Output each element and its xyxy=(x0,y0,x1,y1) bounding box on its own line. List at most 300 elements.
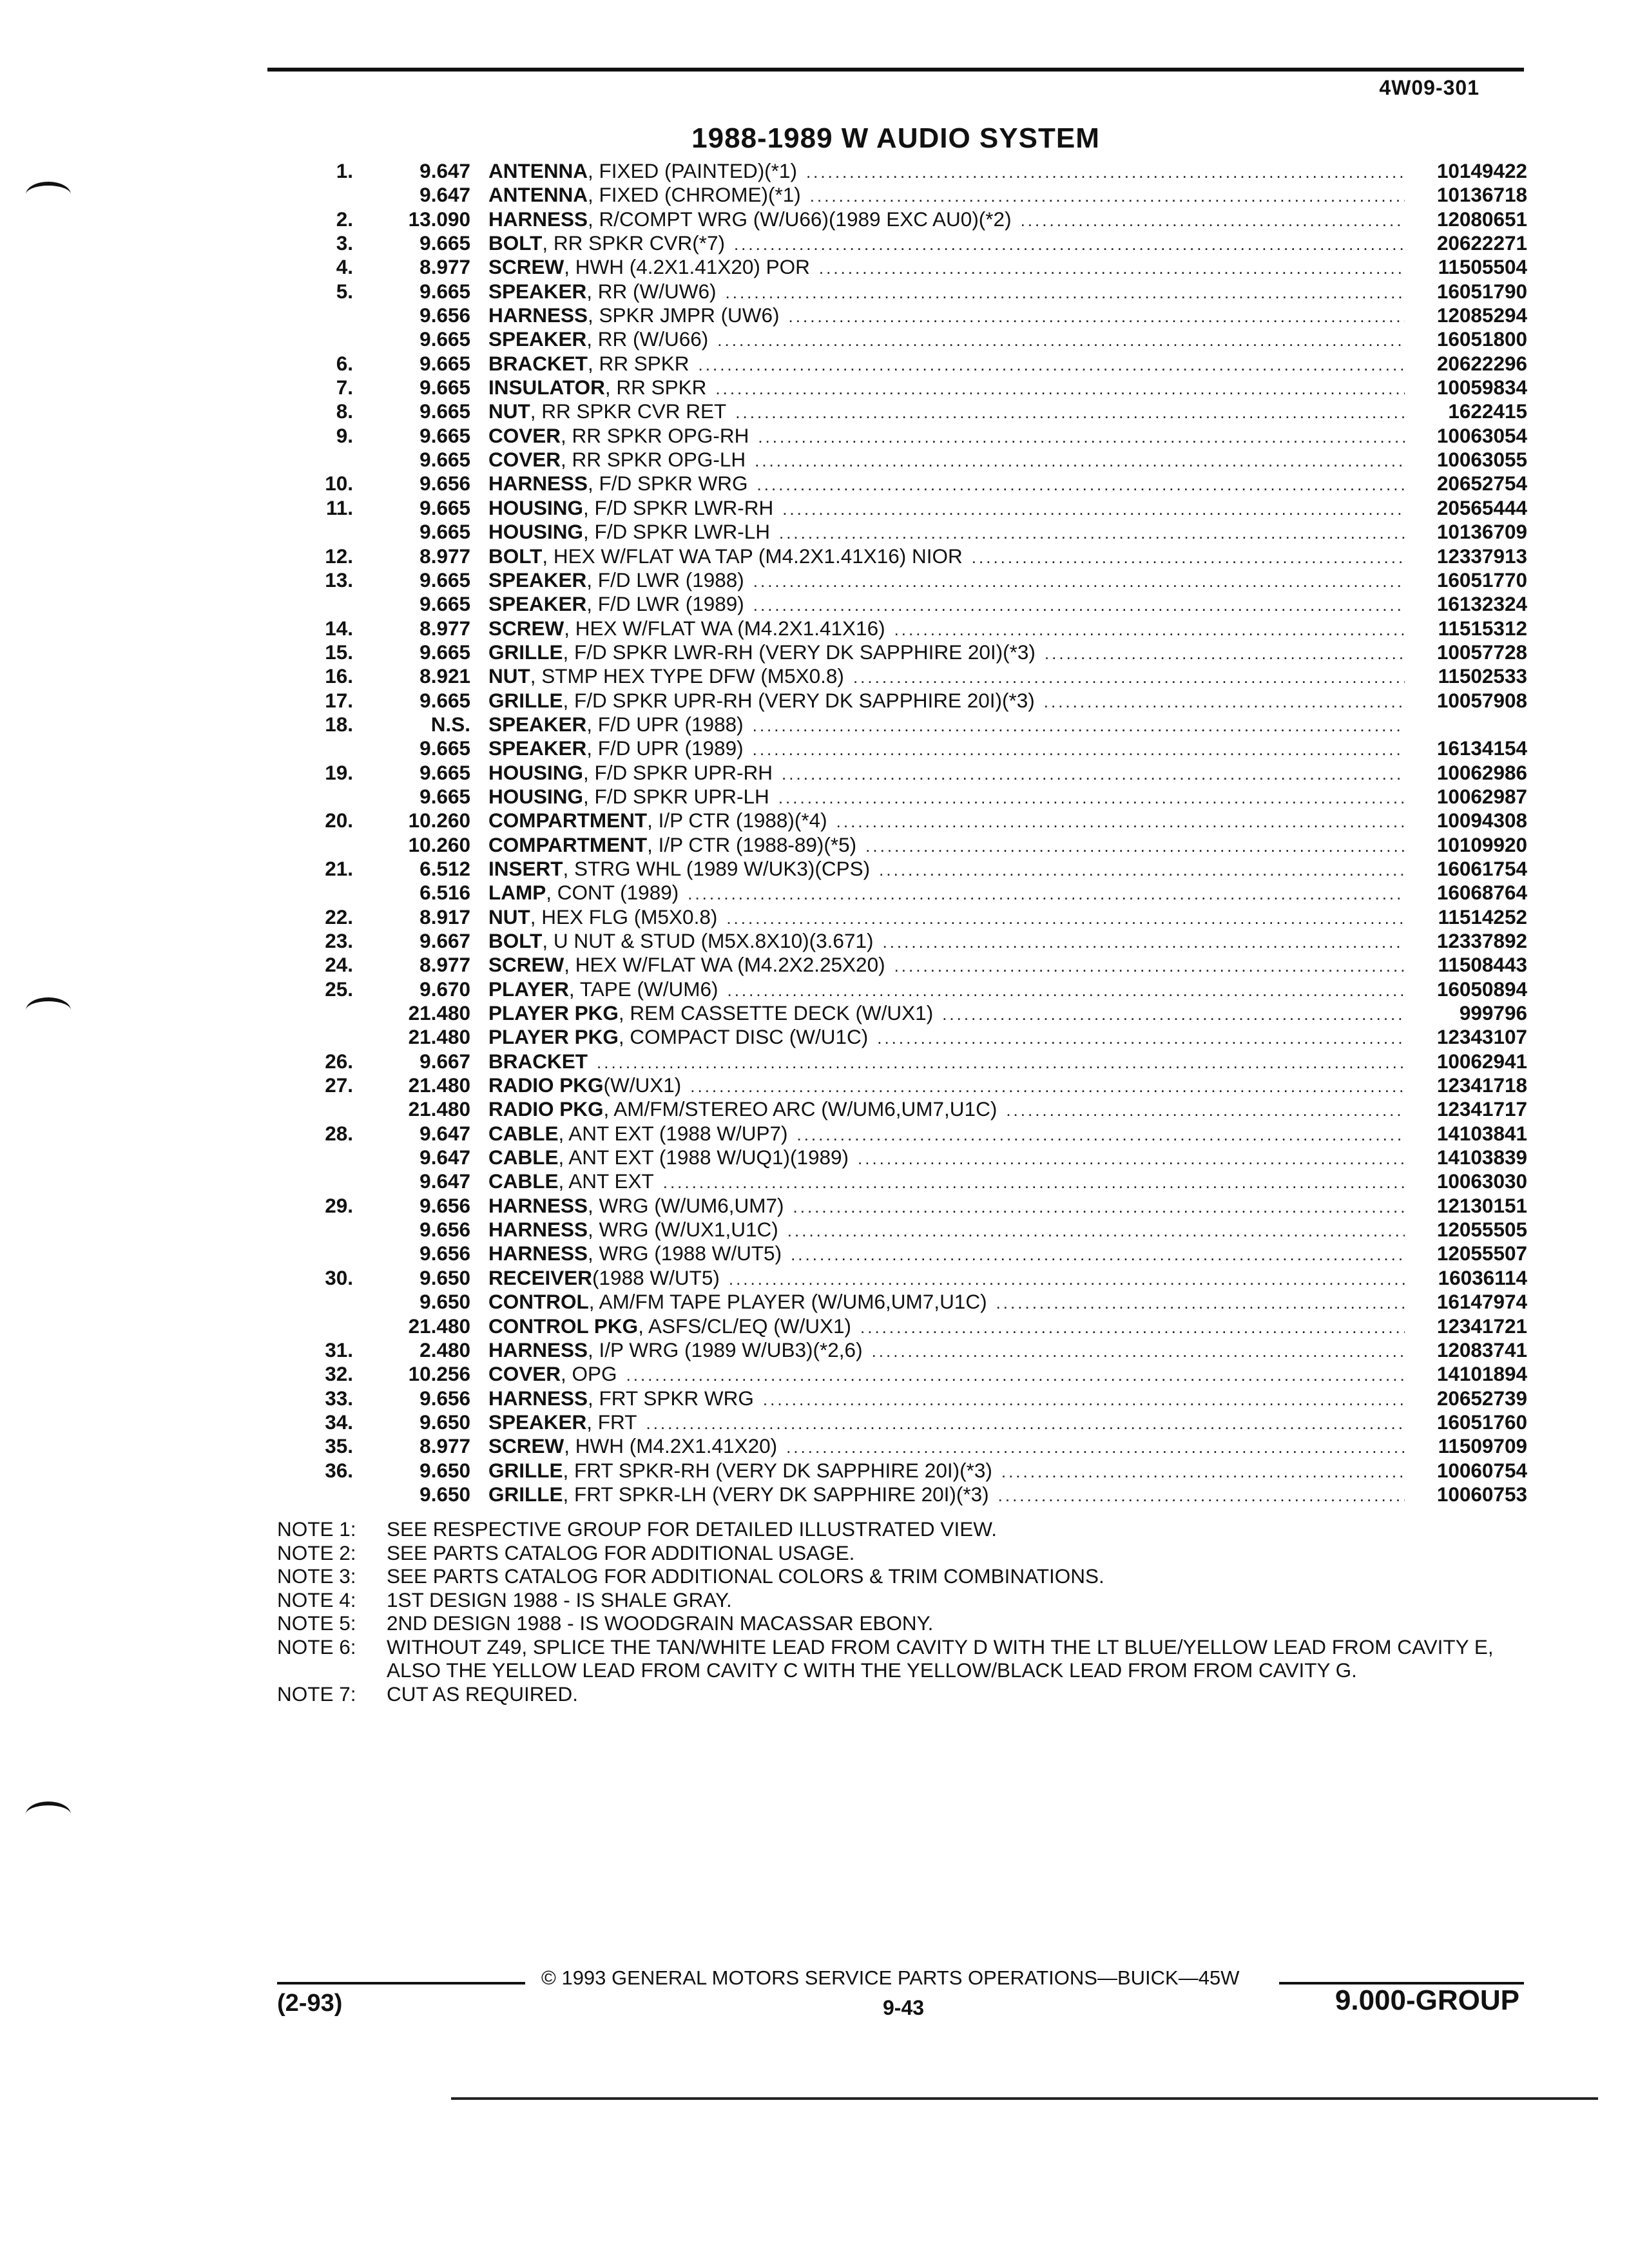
dot-leader xyxy=(778,786,1405,810)
part-description xyxy=(488,544,1405,570)
part-detail: , I/P WRG (1989 W/UB3)(*2,6) xyxy=(588,1338,863,1361)
part-row xyxy=(303,640,1527,664)
part-number: 11509709 xyxy=(1438,1434,1527,1458)
part-detail: , HEX W/FLAT WA TAP (M4.2X1.41X16) NIOR xyxy=(542,544,963,568)
part-row xyxy=(303,568,1527,592)
part-name: ANTENNA xyxy=(488,159,588,182)
part-detail: , OPG xyxy=(561,1362,617,1386)
group-number: 9.667 xyxy=(419,929,470,952)
part-name: COVER xyxy=(488,423,561,447)
ref-number: 24. xyxy=(325,953,353,977)
part-detail: , WRG (W/UX1,U1C) xyxy=(588,1218,778,1242)
part-name: GRILLE xyxy=(488,688,563,712)
group-number: 8.977 xyxy=(419,255,470,279)
part-row xyxy=(303,496,1527,520)
part-detail: , F/D SPKR LWR-LH xyxy=(583,520,770,544)
group-number: 13.090 xyxy=(408,207,470,231)
part-row xyxy=(303,1266,1527,1290)
dot-leader xyxy=(753,570,1405,593)
part-row xyxy=(303,327,1527,351)
ref-number: 32. xyxy=(325,1362,353,1386)
dot-leader xyxy=(727,979,1405,1003)
part-description xyxy=(488,568,1405,593)
ref-number: 17. xyxy=(325,688,353,712)
part-number: 16132324 xyxy=(1436,592,1527,616)
part-row xyxy=(303,736,1527,760)
part-description xyxy=(488,472,1405,497)
part-name: CABLE xyxy=(488,1169,559,1193)
part-description xyxy=(488,1483,1405,1508)
group-number: 10.260 xyxy=(408,809,470,832)
part-description xyxy=(488,1242,1405,1267)
part-name: LAMP xyxy=(488,881,546,905)
group-number: 8.977 xyxy=(419,953,470,977)
part-description xyxy=(488,1338,1405,1363)
part-row xyxy=(303,761,1527,785)
part-detail: , F/D LWR (1989) xyxy=(586,592,744,616)
group-number: 9.656 xyxy=(419,1193,470,1217)
part-number: 20652754 xyxy=(1436,472,1527,495)
part-row xyxy=(303,1122,1527,1146)
part-row xyxy=(303,809,1527,832)
part-number: 20652739 xyxy=(1436,1386,1527,1410)
part-row xyxy=(303,857,1527,881)
dot-leader xyxy=(998,1484,1405,1508)
part-number: 16051790 xyxy=(1436,279,1527,303)
group-number: 9.667 xyxy=(419,1049,470,1073)
group-number: 9.665 xyxy=(419,688,470,712)
group-number: 9.665 xyxy=(419,279,470,303)
part-number: 12337913 xyxy=(1436,544,1527,568)
part-row xyxy=(303,376,1527,399)
part-detail: , F/D UPR (1989) xyxy=(586,736,744,760)
part-number: 12055507 xyxy=(1436,1242,1527,1265)
part-name: CABLE xyxy=(488,1121,559,1145)
ref-number: 1. xyxy=(336,159,353,182)
part-number: 12341718 xyxy=(1436,1073,1527,1097)
part-row xyxy=(303,1483,1527,1506)
ref-number: 13. xyxy=(325,568,353,591)
part-detail: , ANT EXT (1988 W/UQ1)(1989) xyxy=(558,1146,849,1169)
part-detail: , STMP HEX TYPE DFW (M5X0.8) xyxy=(530,664,844,688)
part-number: 10109920 xyxy=(1436,832,1527,856)
part-description xyxy=(488,664,1405,689)
bottom-rule xyxy=(451,2097,1598,2100)
part-detail: , HEX W/FLAT WA (M4.2X1.41X16) xyxy=(564,616,885,640)
part-description xyxy=(488,809,1405,834)
part-detail: , F/D SPKR UPR-LH xyxy=(583,784,769,808)
note-text: SEE PARTS CATALOG FOR ADDITIONAL USAGE. xyxy=(387,1541,855,1564)
part-row xyxy=(303,207,1527,231)
group-number: 21.480 xyxy=(408,1001,470,1025)
part-number: 10060753 xyxy=(1436,1482,1527,1506)
part-number: 10062986 xyxy=(1436,760,1527,784)
part-name: COMPARTMENT xyxy=(488,832,648,856)
part-row xyxy=(303,1410,1527,1434)
dot-leader xyxy=(894,954,1405,978)
group-number: 21.480 xyxy=(408,1073,470,1097)
group-number: 9.650 xyxy=(419,1265,470,1289)
part-number: 16051760 xyxy=(1436,1410,1527,1434)
part-name: BOLT xyxy=(488,544,543,568)
part-number: 10057728 xyxy=(1436,640,1527,664)
dot-leader xyxy=(597,1051,1405,1075)
part-description xyxy=(488,1434,1405,1459)
dot-leader xyxy=(735,401,1405,425)
ref-number: 20. xyxy=(325,809,353,832)
part-detail: , RR SPKR xyxy=(588,351,689,375)
part-name: HARNESS xyxy=(488,303,588,327)
part-name: CONTROL xyxy=(488,1290,589,1314)
part-description xyxy=(488,376,1405,401)
part-row xyxy=(303,1194,1527,1218)
ref-number: 21. xyxy=(325,856,353,880)
group-number: 21.480 xyxy=(408,1097,470,1121)
dot-leader xyxy=(894,618,1405,642)
part-row xyxy=(303,1338,1527,1362)
part-detail: , ANT EXT xyxy=(558,1169,654,1193)
dot-leader xyxy=(715,377,1405,401)
group-number: 9.647 xyxy=(419,183,470,207)
part-detail: , F/D SPKR LWR-RH (VERY DK SAPPHIRE 20I)(*3) xyxy=(563,640,1036,664)
dot-leader xyxy=(789,305,1405,329)
page-number: 9-43 xyxy=(883,1996,925,2019)
ref-number: 4. xyxy=(336,255,353,279)
ref-number: 18. xyxy=(325,712,353,736)
ref-number: 33. xyxy=(325,1386,353,1410)
part-number: 12341721 xyxy=(1436,1314,1527,1338)
note-label: NOTE 6: xyxy=(277,1635,356,1658)
part-description xyxy=(488,592,1405,617)
group-number: 9.665 xyxy=(419,448,470,472)
ref-number: 12. xyxy=(325,544,353,568)
note-label: NOTE 4: xyxy=(277,1588,356,1611)
part-name: COMPARTMENT xyxy=(488,809,648,832)
part-row xyxy=(303,905,1527,929)
group-number: 10.256 xyxy=(408,1362,470,1386)
note-item xyxy=(277,1517,1527,1541)
page-title: 1988-1989 W AUDIO SYSTEM xyxy=(691,122,1100,154)
part-description xyxy=(488,1459,1405,1484)
group-number: 21.480 xyxy=(408,1314,470,1338)
part-detail: , FIXED (PAINTED)(*1) xyxy=(588,159,797,182)
part-row xyxy=(303,833,1527,857)
part-name: GRILLE xyxy=(488,1482,563,1506)
dot-leader xyxy=(858,1147,1405,1171)
part-number: 10063055 xyxy=(1436,448,1527,472)
part-detail: , U NUT & STUD (M5X.8X10)(3.671) xyxy=(542,929,874,952)
part-name: HOUSING xyxy=(488,520,584,544)
dot-leader xyxy=(972,546,1405,570)
dot-leader xyxy=(996,1291,1405,1315)
dot-leader xyxy=(819,256,1405,280)
part-detail: , ANT EXT (1988 W/UP7) xyxy=(558,1121,788,1145)
part-description xyxy=(488,1025,1405,1050)
part-detail: (W/UX1) xyxy=(603,1073,682,1097)
group-number: 9.650 xyxy=(419,1410,470,1434)
group-number: 9.650 xyxy=(419,1290,470,1314)
part-row xyxy=(303,255,1527,279)
part-number: 10057908 xyxy=(1436,688,1527,712)
group-number: 9.665 xyxy=(419,592,470,616)
dot-leader xyxy=(753,714,1405,738)
part-description xyxy=(488,1218,1405,1243)
part-name: SCREW xyxy=(488,616,564,640)
dot-leader xyxy=(758,425,1405,449)
dot-leader xyxy=(1045,642,1405,666)
dot-leader xyxy=(734,233,1405,256)
part-name: SCREW xyxy=(488,1434,564,1458)
part-number: 16068764 xyxy=(1436,881,1527,905)
part-detail: , AM/FM/STEREO ARC (W/UM6,UM7,U1C) xyxy=(603,1097,998,1121)
ref-number: 23. xyxy=(325,929,353,952)
group-number: 8.977 xyxy=(419,1434,470,1458)
part-row xyxy=(303,1073,1527,1097)
dot-leader xyxy=(872,1340,1405,1363)
part-detail: , FRT SPKR-RH (VERY DK SAPPHIRE 20I)(*3) xyxy=(563,1458,992,1482)
binder-mark xyxy=(26,1802,71,1817)
part-name: HARNESS xyxy=(488,1218,588,1242)
part-detail: , F/D SPKR WRG xyxy=(588,472,748,495)
part-number: 10059834 xyxy=(1436,376,1527,399)
group-number: 8.921 xyxy=(419,664,470,688)
footer-rule xyxy=(277,1982,525,1984)
part-description xyxy=(488,183,1405,208)
part-description xyxy=(488,617,1405,642)
part-description xyxy=(488,736,1405,762)
dot-leader xyxy=(753,738,1405,762)
part-detail: , R/COMPT WRG (W/U66)(1989 EXC AU0)(*2) xyxy=(588,207,1012,231)
part-row xyxy=(303,977,1527,1001)
part-name: HARNESS xyxy=(488,207,588,231)
part-description xyxy=(488,520,1405,545)
part-detail: , HEX W/FLAT WA (M4.2X2.25X20) xyxy=(564,953,885,977)
part-row xyxy=(303,929,1527,953)
part-description xyxy=(488,1097,1405,1122)
part-name: SPEAKER xyxy=(488,568,587,591)
group-number: 9.665 xyxy=(419,736,470,760)
part-detail: , I/P CTR (1988)(*4) xyxy=(647,809,827,832)
part-name: SCREW xyxy=(488,255,564,279)
part-row xyxy=(303,1097,1527,1121)
part-row xyxy=(303,424,1527,448)
part-number: 11515312 xyxy=(1438,616,1527,640)
dot-leader xyxy=(626,1363,1405,1387)
page-id: 4W09-301 xyxy=(1379,76,1480,99)
ref-number: 27. xyxy=(325,1073,353,1097)
part-row xyxy=(303,448,1527,472)
group-number: 9.665 xyxy=(419,760,470,784)
part-row xyxy=(303,1001,1527,1025)
dot-leader xyxy=(646,1412,1405,1436)
part-row xyxy=(303,1362,1527,1386)
part-number: 10063054 xyxy=(1436,423,1527,447)
part-detail: , REM CASSETTE DECK (W/UX1) xyxy=(618,1001,934,1025)
part-row xyxy=(303,1314,1527,1338)
dot-leader xyxy=(796,1123,1405,1147)
ref-number: 6. xyxy=(336,351,353,375)
dot-leader xyxy=(810,184,1405,208)
part-name: HARNESS xyxy=(488,1193,588,1217)
part-row xyxy=(303,1290,1527,1314)
group-label: 9.000-GROUP xyxy=(1335,1984,1519,2016)
part-number: 12341717 xyxy=(1436,1097,1527,1121)
part-number: 10060754 xyxy=(1436,1458,1527,1482)
part-row xyxy=(303,159,1527,183)
header-rule xyxy=(267,68,1524,72)
part-description xyxy=(488,689,1405,714)
part-name: BRACKET xyxy=(488,351,588,375)
part-description xyxy=(488,1146,1405,1171)
part-description xyxy=(488,881,1405,906)
part-detail: , ASFS/CL/EQ (W/UX1) xyxy=(638,1314,851,1338)
part-detail: , COMPACT DISC (W/U1C) xyxy=(618,1025,869,1049)
part-description xyxy=(488,159,1405,184)
group-number: 9.647 xyxy=(419,1121,470,1145)
part-detail: , STRG WHL (1989 W/UK3)(CPS) xyxy=(563,856,871,880)
dot-leader xyxy=(663,1171,1405,1195)
part-row xyxy=(303,303,1527,327)
ref-number: 15. xyxy=(325,640,353,664)
part-row xyxy=(303,472,1527,495)
note-text: CUT AS REQUIRED. xyxy=(387,1682,578,1706)
group-number: 9.647 xyxy=(419,1169,470,1193)
group-number: 9.650 xyxy=(419,1458,470,1482)
part-name: PLAYER xyxy=(488,977,569,1001)
part-detail: , I/P CTR (1988-89)(*5) xyxy=(647,832,857,856)
part-number: 10063030 xyxy=(1436,1169,1527,1193)
note-item xyxy=(277,1564,1527,1588)
part-description xyxy=(488,929,1405,954)
part-number: 20565444 xyxy=(1436,495,1527,519)
part-description xyxy=(488,496,1405,521)
part-row xyxy=(303,881,1527,905)
part-detail: , AM/FM TAPE PLAYER (W/UM6,UM7,U1C) xyxy=(588,1290,987,1314)
part-description xyxy=(488,977,1405,1003)
dot-leader xyxy=(782,762,1405,786)
part-number: 12130151 xyxy=(1436,1193,1527,1217)
part-detail: , TAPE (W/UM6) xyxy=(568,977,718,1001)
note-label: NOTE 1: xyxy=(277,1517,356,1541)
note-label: NOTE 7: xyxy=(277,1682,356,1706)
part-name: SPEAKER xyxy=(488,712,587,736)
part-number: 10062941 xyxy=(1436,1049,1527,1073)
part-name: HOUSING xyxy=(488,495,584,519)
dot-leader xyxy=(786,1436,1405,1459)
part-description xyxy=(488,905,1405,930)
part-name: HARNESS xyxy=(488,1242,588,1265)
ref-number: 7. xyxy=(336,376,353,399)
ref-number: 5. xyxy=(336,279,353,303)
part-name: RADIO PKG xyxy=(488,1073,604,1097)
note-item xyxy=(277,1588,1527,1612)
dot-leader xyxy=(763,1388,1405,1412)
part-row xyxy=(303,1050,1527,1073)
part-row xyxy=(303,231,1527,255)
part-name: GRILLE xyxy=(488,1458,563,1482)
dot-leader xyxy=(726,281,1405,305)
part-name: ANTENNA xyxy=(488,183,588,207)
dot-leader xyxy=(942,1003,1405,1026)
dot-leader xyxy=(806,160,1405,184)
part-number: 12080651 xyxy=(1436,207,1527,231)
ref-number: 25. xyxy=(325,977,353,1001)
part-number: 999796 xyxy=(1459,1001,1527,1025)
part-number: 14103839 xyxy=(1436,1146,1527,1169)
note-text: SEE PARTS CATALOG FOR ADDITIONAL COLORS & TRIM COMBINATIONS. xyxy=(387,1564,1104,1588)
part-number: 10094308 xyxy=(1436,809,1527,832)
ref-number: 2. xyxy=(336,207,353,231)
part-description xyxy=(488,833,1405,858)
part-row xyxy=(303,1459,1527,1483)
part-row xyxy=(303,1387,1527,1410)
group-number: 9.656 xyxy=(419,1386,470,1410)
group-number: 8.977 xyxy=(419,616,470,640)
part-number: 10136718 xyxy=(1436,183,1527,207)
group-number: 9.656 xyxy=(419,1218,470,1242)
part-detail: , WRG (W/UM6,UM7) xyxy=(588,1193,784,1217)
note-text: WITHOUT Z49, SPLICE THE TAN/WHITE LEAD FROM CAVITY D WITH THE LT BLUE/YELLOW LEAD FROM CAVITY E, ALSO THE YELLOW LEAD FROM CAVITY C WITH THE YELLOW/BLACK LEAD FROM FROM CAVITY G. xyxy=(387,1635,1494,1682)
dot-leader xyxy=(853,666,1405,689)
note-text: 2ND DESIGN 1988 - IS WOODGRAIN MACASSAR EBONY. xyxy=(387,1611,934,1635)
part-description xyxy=(488,255,1405,280)
group-number: 8.977 xyxy=(419,544,470,568)
part-number: 12343107 xyxy=(1436,1025,1527,1049)
dot-leader xyxy=(726,907,1405,930)
dot-leader xyxy=(860,1316,1405,1340)
part-number: 16051770 xyxy=(1436,568,1527,591)
part-number: 11514252 xyxy=(1438,905,1527,928)
part-detail: (1988 W/UT5) xyxy=(592,1265,720,1289)
part-description xyxy=(488,1194,1405,1219)
part-row xyxy=(303,1146,1527,1169)
group-number: 9.665 xyxy=(419,231,470,255)
dot-leader xyxy=(787,1219,1405,1243)
part-description xyxy=(488,207,1405,233)
group-number: 9.665 xyxy=(419,376,470,399)
part-description xyxy=(488,1362,1405,1387)
part-detail: , RR SPKR xyxy=(604,376,707,399)
part-name: SPEAKER xyxy=(488,327,587,351)
part-description xyxy=(488,327,1405,352)
part-number: 10149422 xyxy=(1436,159,1527,182)
dot-leader xyxy=(688,882,1405,906)
part-number: 16051800 xyxy=(1436,327,1527,351)
part-name: INSERT xyxy=(488,856,563,880)
part-name: CONTROL PKG xyxy=(488,1314,639,1338)
note-item xyxy=(277,1682,1527,1706)
part-row xyxy=(303,664,1527,688)
dot-leader xyxy=(690,1075,1405,1099)
part-row xyxy=(303,785,1527,809)
ref-number: 19. xyxy=(325,760,353,784)
part-number: 12337892 xyxy=(1436,929,1527,952)
ref-number: 26. xyxy=(325,1049,353,1073)
part-name: GRILLE xyxy=(488,640,563,664)
part-detail: , F/D SPKR UPR-RH xyxy=(583,760,773,784)
part-description xyxy=(488,785,1405,810)
part-detail: , F/D UPR (1988) xyxy=(586,712,744,736)
part-number: 16050894 xyxy=(1436,977,1527,1001)
group-number: N.S. xyxy=(430,712,470,736)
dot-leader xyxy=(717,329,1405,352)
part-row xyxy=(303,399,1527,423)
part-detail: , F/D LWR (1988) xyxy=(586,568,744,591)
note-item xyxy=(277,1541,1527,1565)
ref-number: 11. xyxy=(325,495,353,519)
part-detail: , RR (W/UW6) xyxy=(586,279,717,303)
part-number: 10062987 xyxy=(1436,784,1527,808)
